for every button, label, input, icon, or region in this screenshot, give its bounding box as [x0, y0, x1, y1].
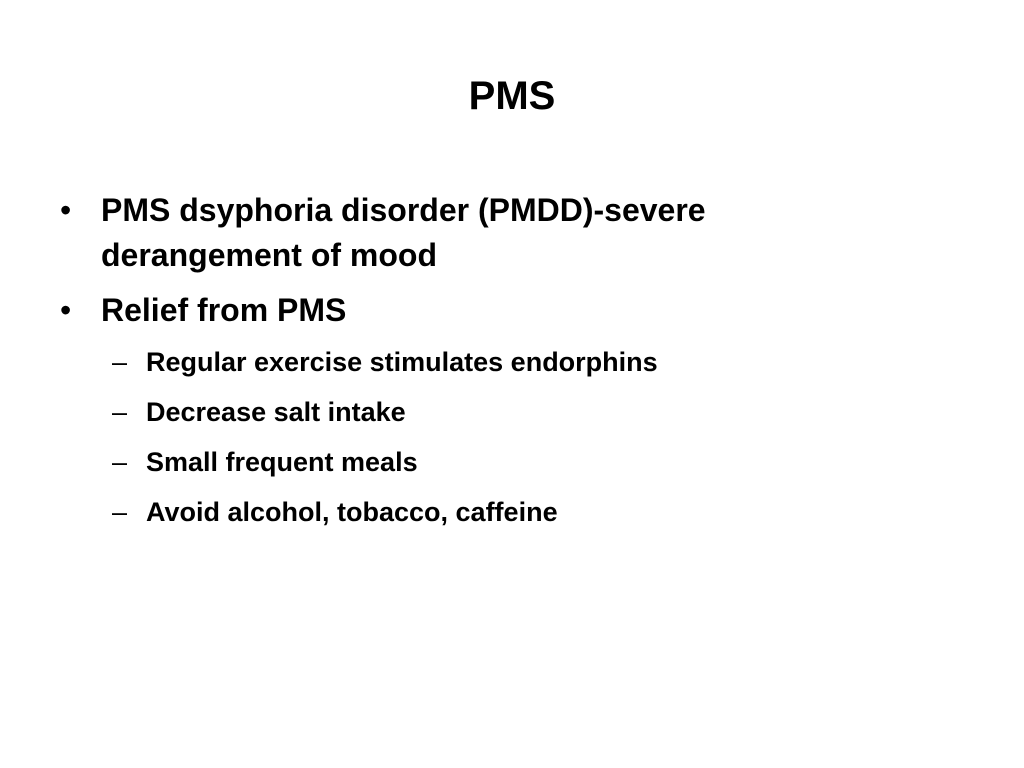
bullet-icon: •: [60, 292, 72, 328]
dash-icon: –: [112, 347, 128, 377]
slide-body: [0, 188, 1024, 543]
sub-item-text: Regular exercise stimulates endorphins: [146, 347, 658, 377]
bullet-text: PMS dsyphoria disorder (PMDD)-severe derangement of mood: [101, 192, 706, 273]
sub-item-avoid: [0, 493, 1024, 531]
sub-item-salt: [0, 393, 1024, 431]
slide-title: PMS: [468, 74, 556, 118]
dash-icon: –: [112, 447, 128, 477]
dash-icon: –: [112, 397, 128, 427]
bullet-item-pmdd: [0, 188, 881, 278]
bullet-text: Relief from PMS: [101, 292, 347, 328]
sub-item-text: Decrease salt intake: [146, 397, 406, 427]
sub-item-text: Small frequent meals: [146, 447, 418, 477]
bullet-item-relief: [0, 288, 881, 333]
dash-icon: –: [112, 497, 128, 527]
sub-item-meals: [0, 443, 1024, 481]
sub-item-text: Avoid alcohol, tobacco, caffeine: [146, 497, 558, 527]
bullet-icon: •: [60, 192, 72, 228]
sub-item-exercise: [0, 343, 1024, 381]
